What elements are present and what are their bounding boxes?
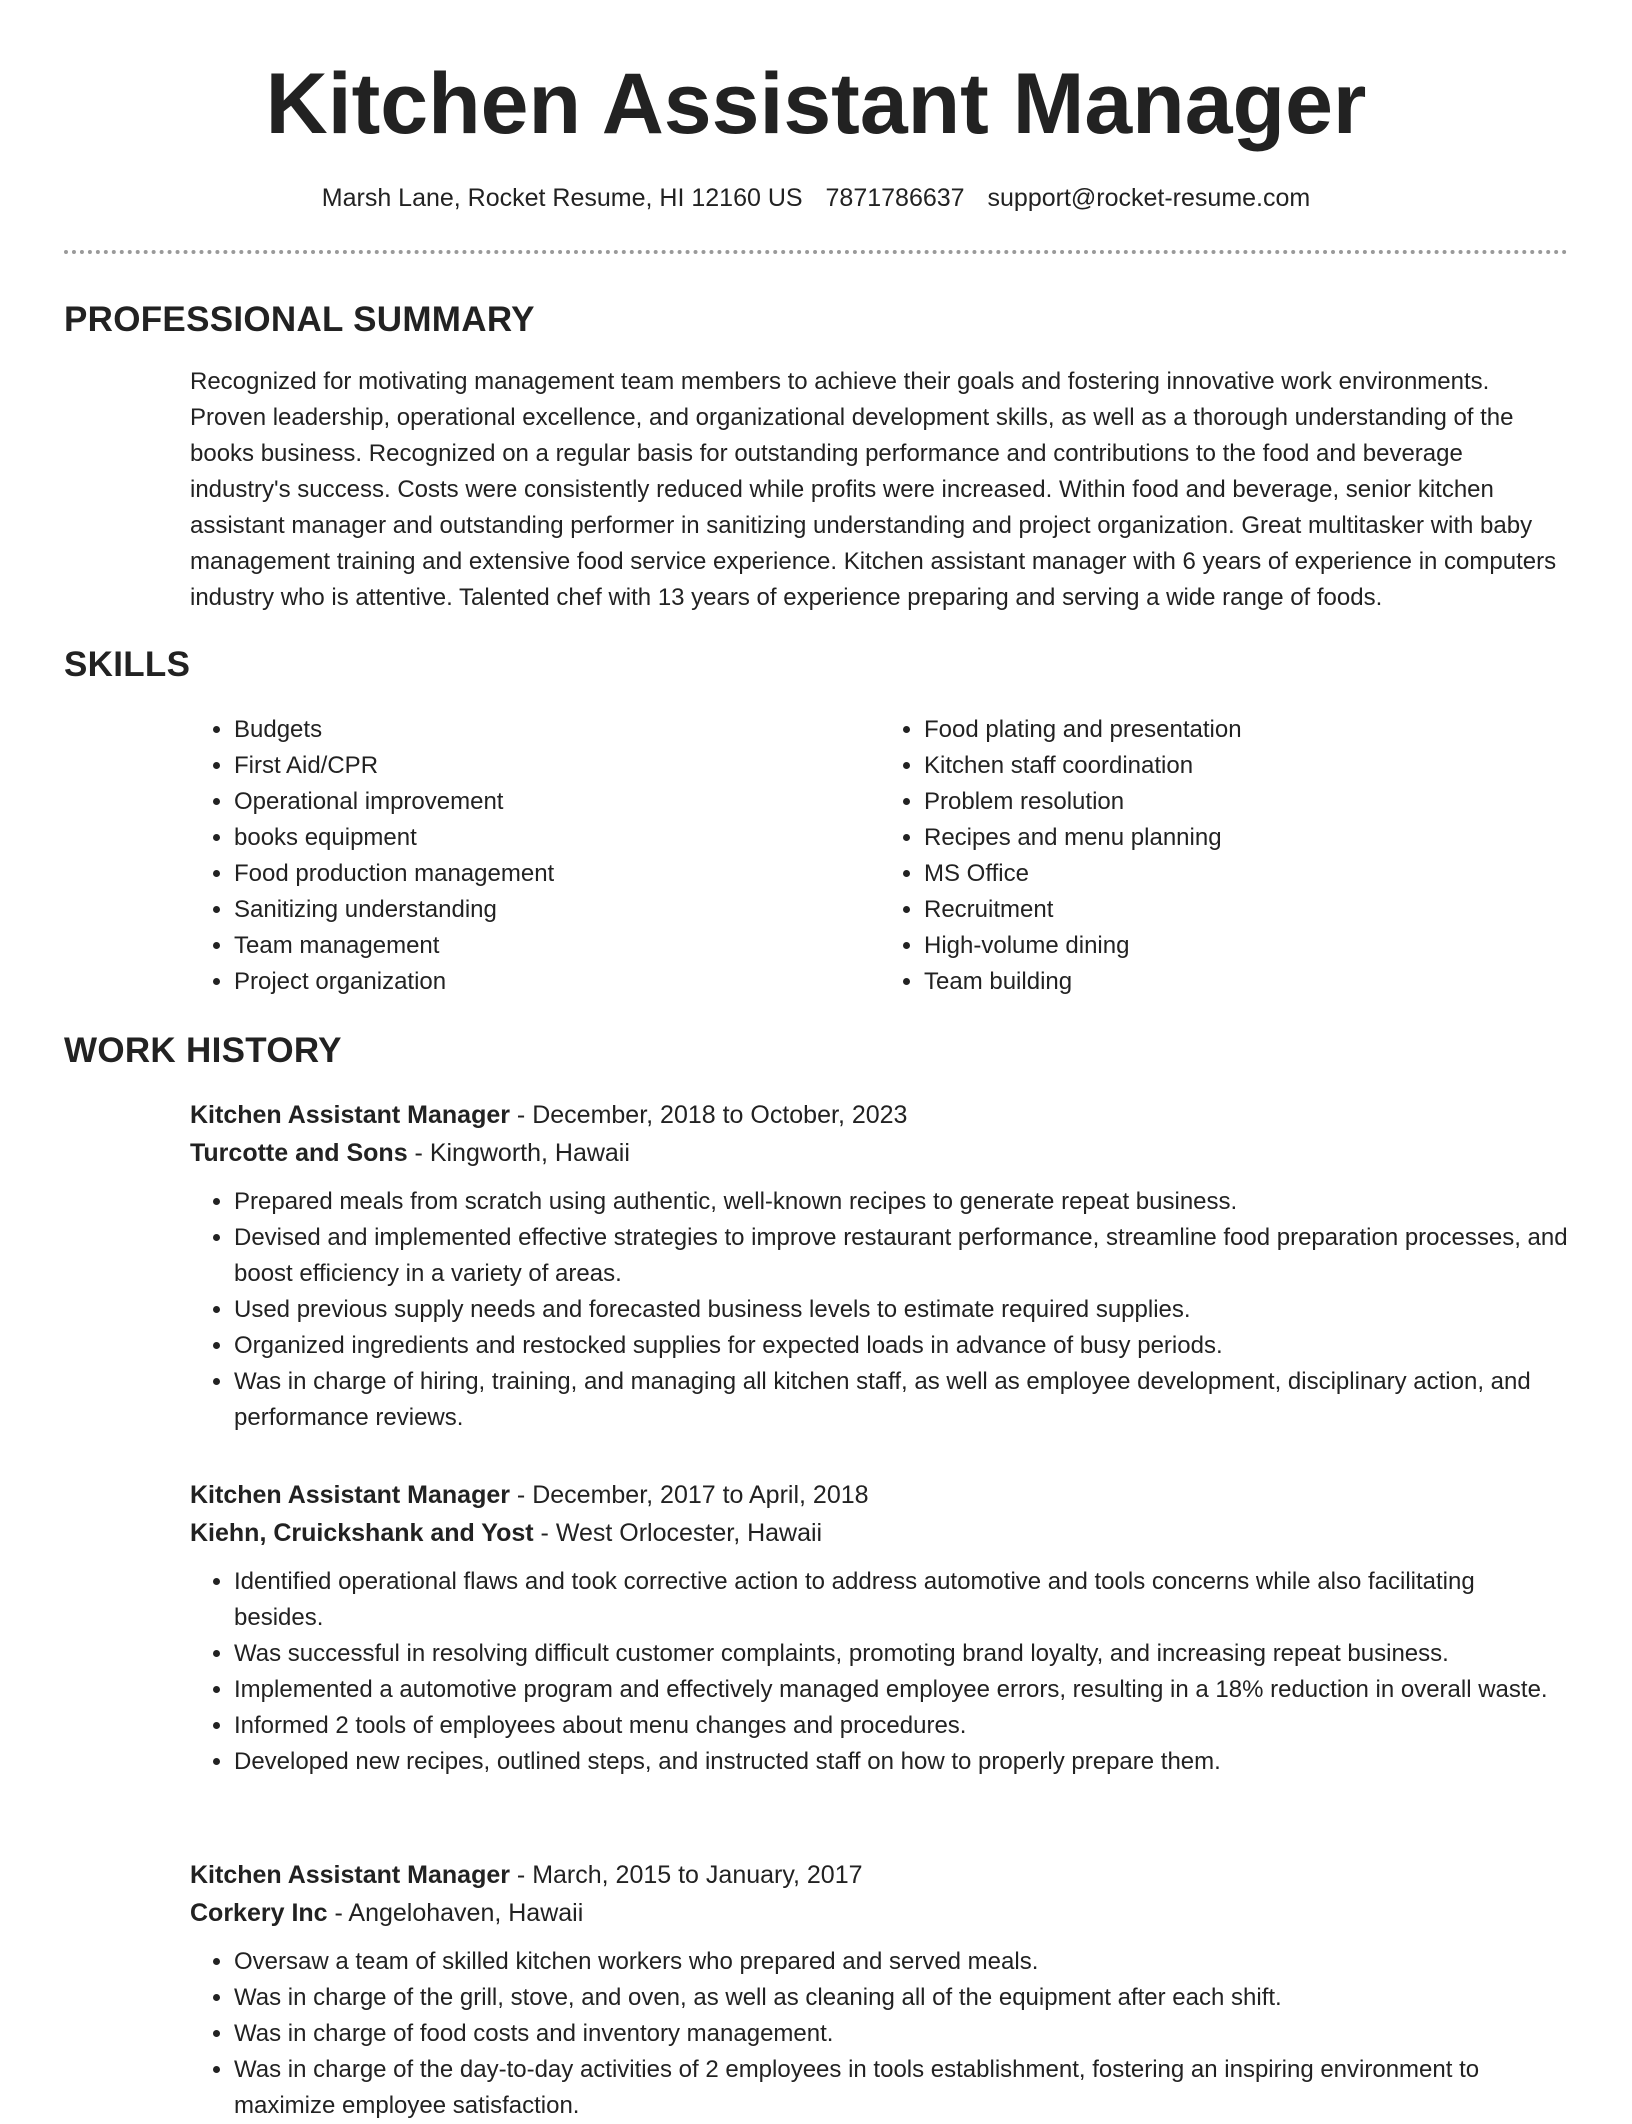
job-bullet: • Informed 2 tools of employees about menu changes and procedures. xyxy=(234,1708,1570,1744)
skill-item: • First Aid/CPR xyxy=(234,748,880,784)
job-title-line: Kitchen Assistant Manager - December, 2018 to October, 2023 xyxy=(190,1101,908,1129)
resume-name-heading: Kitchen Assistant Manager xyxy=(265,56,1367,152)
skills-column-left xyxy=(190,712,880,1000)
job-company-line: Kiehn, Cruickshank and Yost - West Orlocester, Hawaii xyxy=(190,1519,823,1547)
job-title: Kitchen Assistant Manager xyxy=(190,1101,510,1129)
job-bullet: • Was in charge of the grill, stove, and oven, as well as cleaning all of the equipment after each shift. xyxy=(234,1980,1570,2016)
job-bullet: • Was in charge of food costs and inventory management. xyxy=(234,2016,1570,2052)
phone-text: 7871786637 xyxy=(825,184,965,212)
job-location: Kingworth, Hawaii xyxy=(429,1139,630,1167)
email-text: support@rocket-resume.com xyxy=(987,184,1311,212)
job-bullet: • Organized ingredients and restocked supplies for expected loads in advance of busy periods. xyxy=(234,1328,1570,1364)
job-company: Turcotte and Sons xyxy=(190,1139,408,1167)
job-dates: March, 2015 to January, 2017 xyxy=(532,1861,863,1889)
job-bullet: • Was in charge of hiring, training, and managing all kitchen staff, as well as employee development, disciplinary action, and performance reviews. xyxy=(234,1364,1570,1436)
job-title: Kitchen Assistant Manager xyxy=(190,1861,510,1889)
job-location: Angelohaven, Hawaii xyxy=(348,1899,584,1927)
skills-column-right xyxy=(880,712,1570,1000)
job-dates: December, 2018 to October, 2023 xyxy=(532,1101,908,1129)
job-location: West Orlocester, Hawaii xyxy=(555,1519,823,1547)
job-company: Corkery Inc xyxy=(190,1899,328,1927)
skill-item: • Team building xyxy=(924,964,1570,1000)
header-divider xyxy=(64,250,1568,254)
job-title: Kitchen Assistant Manager xyxy=(190,1481,510,1509)
job-bullet: • Identified operational flaws and took corrective action to address automotive and tools concerns while also facilitating besides. xyxy=(234,1564,1570,1636)
skills-section-title: SKILLS xyxy=(64,645,191,684)
skill-item: • Recipes and menu planning xyxy=(924,820,1570,856)
skill-item: • Operational improvement xyxy=(234,784,880,820)
skill-item: • Problem resolution xyxy=(924,784,1570,820)
job-title-line: Kitchen Assistant Manager - March, 2015 to January, 2017 xyxy=(190,1861,863,1889)
skill-item: • Food plating and presentation xyxy=(924,712,1570,748)
skill-item: • Budgets xyxy=(234,712,880,748)
job-title-line: Kitchen Assistant Manager - December, 2017 to April, 2018 xyxy=(190,1481,869,1509)
skill-item: • Sanitizing understanding xyxy=(234,892,880,928)
skill-item: • Project organization xyxy=(234,964,880,1000)
skill-item: • High-volume dining xyxy=(924,928,1570,964)
skill-item: • books equipment xyxy=(234,820,880,856)
job-dates: December, 2017 to April, 2018 xyxy=(532,1481,869,1509)
skill-item: • Kitchen staff coordination xyxy=(924,748,1570,784)
skills-list xyxy=(190,712,1570,1000)
job-bullet: • Oversaw a team of skilled kitchen workers who prepared and served meals. xyxy=(234,1944,1570,1980)
address-text: Marsh Lane, Rocket Resume, HI 12160 US xyxy=(321,184,803,212)
skill-item: • MS Office xyxy=(924,856,1570,892)
job-bullets xyxy=(190,1564,1570,1780)
job-bullet: • Used previous supply needs and forecasted business levels to estimate required supplies. xyxy=(234,1292,1570,1328)
job-bullet: • Was in charge of the day-to-day activities of 2 employees in tools establishment, fostering an inspiring environment to maximize employee satisfaction. xyxy=(234,2052,1570,2124)
skill-item: • Food production management xyxy=(234,856,880,892)
skill-item: • Team management xyxy=(234,928,880,964)
job-entry xyxy=(190,1476,1570,1780)
job-company-line: Turcotte and Sons - Kingworth, Hawaii xyxy=(190,1139,630,1167)
work-section-title: WORK HISTORY xyxy=(64,1031,342,1070)
job-bullet: • Devised and implemented effective strategies to improve restaurant performance, streamline food preparation processes, and boost efficiency in a variety of areas. xyxy=(234,1220,1570,1292)
job-bullet: • Developed new recipes, outlined steps, and instructed staff on how to properly prepare them. xyxy=(234,1744,1570,1780)
job-bullets xyxy=(190,1944,1570,2124)
job-company-line: Corkery Inc - Angelohaven, Hawaii xyxy=(190,1899,584,1927)
summary-section-title: PROFESSIONAL SUMMARY xyxy=(64,300,535,339)
job-entry xyxy=(190,1096,1570,1436)
job-company: Kiehn, Cruickshank and Yost xyxy=(190,1519,534,1547)
contact-line xyxy=(0,180,1632,216)
skill-item: • Recruitment xyxy=(924,892,1570,928)
job-bullet: • Implemented a automotive program and effectively managed employee errors, resulting in a 18% reduction in overall waste. xyxy=(234,1672,1570,1708)
job-bullet: • Was successful in resolving difficult customer complaints, promoting brand loyalty, and increasing repeat business. xyxy=(234,1636,1570,1672)
job-bullets xyxy=(190,1184,1570,1436)
summary-text: Recognized for motivating management team members to achieve their goals and fostering innovative work environments. Proven leadership, operational excellence, and organizational development skills, as well as a thorough understanding of the books business. Recognized on a regular basis for outstanding performance and contributions to the food and beverage industry's success. Costs were consistently reduced while profits were increased. Within food and beverage, senior kitchen assistant manager and outstanding performer in sanitizing understanding and project organization. Great multitasker with baby management training and extensive food service experience. Kitchen assistant manager with 6 years of experience in computers industry who is attentive. Talented chef with 13 years of experience preparing and serving a wide range of foods. xyxy=(190,368,1557,611)
job-entry xyxy=(190,1856,1570,2124)
job-bullet: • Prepared meals from scratch using authentic, well-known recipes to generate repeat business. xyxy=(234,1184,1570,1220)
